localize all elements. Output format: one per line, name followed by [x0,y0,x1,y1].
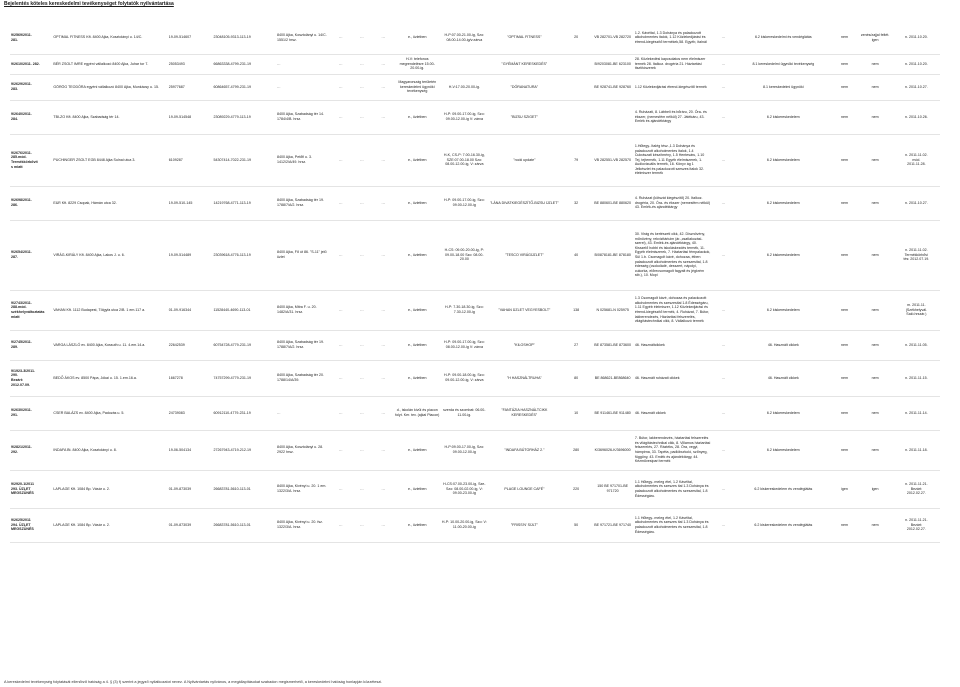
cell-hours: H-P:07.00-21.00-ig, Szo: 08.00-14.00-ig/v:zárva [441,22,488,54]
table-row [10,220,940,290]
cell-b3: … [373,430,394,470]
footnote: A kereskedelmi tevékenység folytatását ellenőrző hatóság a 4. § (3) f) szerint a jegyző nyilatkozatot nevez. A Nyilvántartás nyilvános, a megállapításokat szabadon megismerhető, a kereskedelmi hatóság honlapján közzéteszi. [4,680,383,684]
cell-activity: 8.1 kereskedelmi ügynöki tevékenység [735,54,832,74]
cell-end: n. 2011.11.05. [893,330,940,360]
table-row [10,396,940,430]
cell-type: e., üzletben [394,134,441,186]
cell-b1: … [330,134,351,186]
table-row [10,330,940,360]
cell-hours: H-K, CS-P: 7.00-16.30-ig, SZE:07.00-18.00 Szo: 08.00-12.00-ig, V: zárva [441,134,488,186]
cell-area: 280 [561,430,592,470]
cell-lic: VB 282701-VB 282720 [591,22,633,54]
cell-reg: 24739083 [168,396,213,430]
cell-id: 9/2821/2011. 292. [10,430,52,470]
cell-f1: … [712,360,736,396]
cell-name: BÉR ZSOLT IMRE egyéni vállalkozó 8400 Ajka, Juhar tor 7. [52,54,167,74]
cell-tax: 23039618-4776-113-19 [212,220,276,290]
cell-f4: zenés/zajjal feltét. igen [857,22,892,54]
registry-rows [10,22,940,542]
table-row [10,134,940,186]
cell-tax: 26683781-5610-113-01 [212,470,276,508]
cell-tax: 66863338-4799-231-19 [212,54,276,74]
cell-name: PUCHINGER ZSOLT EGB 8448 Ajka Sulnai utca 3. [52,134,167,186]
cell-f1: … [712,186,736,220]
cell-f3: nem [832,290,858,330]
cell-hours: H-P: 09.00-17.00-ig, Szo: 09.00-12.00-ig [441,186,488,220]
table-row [10,360,940,396]
cell-type: Magyarország területén kereskedelmi ügynöki tevékenység [394,74,441,100]
cell-type: H-V: telefonos megrendelésre 15.00-20.00-ig. [394,54,441,74]
cell-shop-name: "BIZSU SZIGET" [488,100,561,134]
cell-f1: … [712,290,736,330]
cell-id: 9/2676/2011. 285.mód. Termékkörbővít s miatt [10,134,52,186]
cell-name: OPTIMAL FITNESS Kft. 8400 Ajka, Kosztolányi u. 14/C. [52,22,167,54]
cell-type: e., üzletben [394,100,441,134]
cell-name: VIRÁG-KIRÁLY Kft. 8400 Ajka, Lakos J. u. 6. [52,220,167,290]
cell-products: 1.12 Közlekedjárási étrend-kiegészítő termék [634,74,712,100]
cell-shop-name: "FRISS'N' SÜLT" [488,508,561,542]
cell-b3: … [373,22,394,54]
cell-tax: 27267943-4719-212-19 [212,430,276,470]
cell-f3: nem [832,54,858,74]
cell-id: 9/2569/2011. 281. [10,22,52,54]
cell-area: 20 [561,22,592,54]
cell-products: 7. Bútor, lakberendezés, háztartási felszerelés és világítástechnikai cikk, 8. Villamos háztartási felszerelés, 27. Ráztéks, 28. Óra, vegyi, hámpirna, 33. Tapéta, padlóburkoló, szőnyeg, függöny, 43. Emlék és ajándéktárgy, 44. Kézművesipari termék [634,430,712,470]
cell-b3: … [373,470,394,508]
cell-address: … [276,74,330,100]
cell-f3: igen [832,470,858,508]
cell-f1: … [712,54,736,74]
cell-type: e., üzletben [394,360,441,396]
cell-type: e., üzletben [394,330,441,360]
cell-f3: nem [832,430,858,470]
cell-name: VAHAN Kft. 1112 Budapest, Tölgyfa utca 2/B. 1 em.117 a. [52,290,167,330]
cell-shop-name: "DÓRANATURA" [488,74,561,100]
cell-b3: … [373,134,394,186]
cell-products: 46. Használt cikkek [634,396,712,430]
cell-tax: 54307414-7022-231-19 [212,134,276,186]
cell-activity: 6.2 kiskereskedelem [735,134,832,186]
cell-b1: … [330,220,351,290]
cell-f1: … [712,330,736,360]
cell-end: n. 2011.11.21. Bezárt: 2012.02.27. [893,508,940,542]
cell-shop-name: "INDAFA BÚTORHÁZ 2." [488,430,561,470]
cell-type: e., üzletben [394,22,441,54]
cell-type: e., üzletben [394,430,441,470]
cell-hours: H-P: 09.00-18.00-ig, Szo: 09.00-12.00-ig, V: zárva [441,360,488,396]
cell-products: 1.3 Csomagolt kávé, dohozaa és palackozott alkoholmentes és szeszesital 1.8 Édességáru, 1.11 Egyéb élelmiszer, 1.12 Közlekedjárási és étrend-kiegészítő termék, 4. Ruházat, 7. Bútor, lakberendezés, Háztartási felszerelés, világítástechnikai cikk, 8. Vállalkozó termék [634,290,712,330]
cell-hours: szerda és szombat: 06.00-11.00-ig. [441,396,488,430]
cell-f4: nem [857,54,892,74]
cell-b2: … [351,74,372,100]
cell-b2: … [351,360,372,396]
cell-lic: B/0878181-BE 878180 [591,220,633,290]
cell-hours: H-P:09.00-17.00-ig, Szo: 09.00-12.00-ig [441,430,488,470]
cell-hours [441,54,488,74]
cell-reg: 01-09-873039 [168,470,213,508]
cell-type: e., üzletben [394,290,441,330]
cell-name: BEDŐ ÁKOS ev. 8500 Pápa, Jókai u. 15. 1.em.16.a. [52,360,167,396]
cell-address: 8400 Ajka, Petőfi u. 3. 1412/2/A/49. hrsz. [276,134,330,186]
cell-f4: nem [857,330,892,360]
cell-b1: … [330,508,351,542]
cell-shop-name: "GYÉMÁNT KERESKEDÉS" [488,54,561,74]
cell-products: 1.1 Hűtegy- meleg étel, 1.2 Kávéital, alkoholmentes és szeszes ital 1.3 Dohánya és palackozott alkoholmentes és szeszesital, 1.8 Édességáru. [634,508,712,542]
table-row [10,508,940,542]
table-row [10,74,940,100]
cell-b1: … [330,430,351,470]
cell-products: 1.Hűtegy- Italég tész.,1.3 Dohánya és palackozott alkoholmentes italok, 1.4 Cukrászati készítmény, 1.5 Hentesáru, 1.10 Tej, tejtermék, 1.11 Egyéb élelmiszerek, 1. Audiovizuális termék, 16. Könyv ág 1 Jelkészlet és palackozott szeszes italok 32. élelmiszer termék [634,134,712,186]
cell-name: GÖRÖG TEODÓRA egyéni vállalkozó 8400 Ajka, Munkácsy u. 15. [52,74,167,100]
cell-b2: … [351,22,372,54]
cell-f4: nem [857,186,892,220]
cell-products: 1.1 Hűtegy- meleg étel, 1.2 Kávéital, alkoholmentes és szeszes ital 1.3 Dohánya és palackozott alkoholmentes és szeszesital, 1.8 Édességáru. [634,470,712,508]
cell-id: 9/2640/2011. 284. [10,100,52,134]
cell-b2: … [351,396,372,430]
cell-address: 8400 Ajka, Szabadság tér 14. 1784/4/B. hrsz. [276,100,330,134]
table-row [10,186,940,220]
cell-reg: 22642539 [168,330,213,360]
cell-f1: … [712,396,736,430]
cell-f3: nem [832,22,858,54]
cell-activity: 6.2 kiskereskedelem [735,290,832,330]
cell-end: n. 2011.10.27. [893,74,940,100]
cell-id: 9/2610/2011. 282. [10,54,52,74]
cell-type: e., üzletben [394,508,441,542]
cell-type: e., üzletben [394,186,441,220]
cell-shop-name: "H HASZNÁLTRUHA" [488,360,561,396]
cell-address: 8400 Ajka, Kosztolányi u. 28. 2922 hrsz. [276,430,330,470]
cell-f3: nem [832,134,858,186]
cell-b3: … [373,186,394,220]
cell-products: 1.2. Kávéital, 1.3 Dohánya és palackozott alkoholmentes italok, 1.12 Közlekedjárási és étrend-kiegészítő termékek,58. Egyéb, italnál [634,22,712,54]
cell-f3: nem [832,100,858,134]
cell-address: 8400 Ajka, Szabadság tér 19. 1788/7/A/2. hrsz. [276,330,330,360]
cell-lic: BE 911461-BE 911480 [591,396,633,430]
cell-end: n. 2011.10.20. [893,54,940,74]
cell-b3: … [373,100,394,134]
cell-b1: … [330,22,351,54]
cell-end: n. 2011.11.15. [893,360,940,396]
cell-activity: 6.2 kiskereskedelem és vendéglátás [735,470,832,508]
cell-name: LAPLAGE Kft. 1084 Bp. Vásár u. 2. [52,508,167,542]
cell-end: n. 2011.11.02. mód. 2011.11.28. [893,134,940,186]
cell-activity: 6.2 kiskereskedelem [735,396,832,430]
cell-tax: 60912110-4779-231-19 [212,396,276,430]
cell-tax: 11528440-4690-113-01 [212,290,276,330]
cell-reg: 19-09-514548 [168,100,213,134]
cell-b1: … [330,74,351,100]
cell-b1: … [330,54,351,74]
cell-activity: 6.2 kiskereskedelem [735,220,832,290]
cell-tax: 14219768-4771-113-19 [212,186,276,220]
table-row [10,22,940,54]
cell-activity: 6.2 kiskereskedelmi és vendéglátás [735,22,832,54]
cell-f3: nem [832,508,858,542]
cell-f1: … [712,22,736,54]
cell-shop-name: PLAGE LOUNGE CAFÉ" [488,470,561,508]
cell-reg: 19-09-514607 [168,22,213,54]
cell-name: CSER BALÁZS ev. 8400 Ajka, Padozás u. 5. [52,396,167,430]
cell-shop-name: "rocki update" [488,134,561,186]
cell-b2: … [351,330,372,360]
cell-shop-name: "KILOSHOP" [488,330,561,360]
cell-f4: nem [857,430,892,470]
cell-address: … [276,396,330,430]
cell-hours: H-CS: 09.00-20.00-ig, P: 09.00-18.00 Szo: 08.00-20.00 [441,220,488,290]
cell-f3: nem [832,220,858,290]
cell-tax: 60864657-4799-231-19 [212,74,276,100]
cell-id: 9/2698/2011. 286. [10,186,52,220]
cell-tax: 60754728-4779-231-19 [212,330,276,360]
cell-tax: 26683781-5610-113-01 [212,508,276,542]
cell-products: 4. Ruházat (kötszát kiegészítő) 20. Italkoz. drogéria, 20. Óra- és ékszer (nemesfém nélkül) 43. Emlék-és ajándéktárgy [634,186,712,220]
cell-f1: … [712,74,736,100]
cell-b3: … [373,360,394,396]
cell-f4: nem [857,74,892,100]
cell-f3: nem [832,396,858,430]
cell-b1: … [330,330,351,360]
cell-address: 8400 Ajka, Kivényi u. 20. fsz. 1322/3/A. hrsz. [276,508,330,542]
cell-shop-name: "OPTIMAL FITNESS" [488,22,561,54]
cell-hours: H-P: 7.30-18.30-ig, Szo: 7.30-12.00-ig [441,290,488,330]
cell-area: 40 [561,220,592,290]
cell-address: … [276,54,330,74]
cell-f4: igen [857,470,892,508]
cell-b2: … [351,100,372,134]
cell-name: INDAFA Bt. 8400 Ajka, Kosztolányi u. 8. [52,430,167,470]
cell-address: 8400 Ajka, Kosztolányi u. 14/C. 1551/2 hrsz. [276,22,330,54]
cell-id: 9/2625/2011 294. ÜZLET MEGSZŰNÉS [10,508,52,542]
cell-lic: BE 928741-BE 928760 [591,74,633,100]
cell-f4: nem [857,360,892,396]
cell-reg: 25977687 [168,74,213,100]
cell-address: 8400 Ajka, Szabadság tér 19. 1788/7/A/2. hrsz. [276,186,330,220]
cell-products: 28. Közlekedési kapcsolatos nem élelmiszer termék 28. Italkoz. drogéria 21. Háztartási tisztítószerek [634,54,712,74]
cell-f1: … [712,470,736,508]
cell-products: 4. Ruházati, 8. Lábbeli és bőráru, 20. Óra- és ékszer, (nemesfém nélkül) 27. Játékáru, 43. Emlék és ajándéktárgy [634,100,712,134]
cell-type: e., üzletben [394,470,441,508]
cell-b1: … [330,100,351,134]
cell-f1: … [712,430,736,470]
cell-b2: … [351,470,372,508]
cell-tax: 74757299-4779-231-19 [212,360,276,396]
cell-f3: nem [832,74,858,100]
cell-b1: … [330,360,351,396]
register-title-link[interactable]: Bejelentés köteles kereskedelmi tevékenységet folytatók nyilvántartása [4,1,174,7]
table-row [10,470,940,508]
table-row [10,100,940,134]
table-row [10,290,940,330]
cell-area: 220 [561,470,592,508]
cell-area [561,54,592,74]
cell-name: E&R Kft. 8229 Csopak, Hámán utca 32. [52,186,167,220]
cell-b1: … [330,290,351,330]
cell-tax: 23089229-4779-113-19 [212,100,276,134]
cell-lic [591,100,633,134]
cell-b3: … [373,508,394,542]
cell-address: 8400 Ajka, Fő út 86. "S-11" jelű üzlet [276,220,330,290]
cell-b3: … [373,290,394,330]
cell-id: 9/2743/2011. 288.mód. székhelyváltoztatás miatt [10,290,52,330]
cell-id: 9/2629/2011. 283. [10,74,52,100]
cell-b3: … [373,54,394,74]
cell-products: 30. Virág és kertészeti cikk, 42. Dísznövény, műnövény, rekvizitáriuim (ár-,csatlakozási-szerei), 43. Emlék-és ajándéktárgy, 40. Kisszelő hobbi és iskoláskezdés termék, 11. Egyéb élelmiszerek, 7. Háztartási fémpalackok, Sül 1.b. Csomagolt kávé, dohozaa, étben palackozott alkoholmentes és szeszesital, 1.8 édesség (csokoládé, desszert, nápolyi, cukorka, előrecsomagolt fagyalt és jégkrém stb.), 10. Mopi [634,220,712,290]
cell-hours: H-V:17.00-20.00-ig. [441,74,488,100]
cell-lic: BE 880601-BE 880620 [591,186,633,220]
cell-address: 8400 Ajka, Mitra F. u. 20. 1482/A/31. hrsz. [276,290,330,330]
cell-activity: 46. Használt cikkek [735,360,832,396]
cell-b2: … [351,290,372,330]
cell-end: n. 2011.11.18. [893,430,940,470]
cell-lic: BE 868621-BE868640 [591,360,633,396]
cell-area [561,100,592,134]
cell-lic: VB 282551-VB 282570 [591,134,633,186]
cell-lic: B/9203081-BE 623100 [591,54,633,74]
cell-activity: 6.2 kiskereskedelem és vendéglátás [735,508,832,542]
cell-b1: … [330,186,351,220]
cell-reg: 1667278 [168,360,213,396]
cell-b2: … [351,430,372,470]
cell-activity: 6.2 kiskereskedelem [735,100,832,134]
cell-address: 8400 Ajka, Szabadság tér 20. 1788/14/A/39. [276,360,330,396]
cell-end: n. 2011.10.20. [893,22,940,54]
cell-reg: 6109287 [168,134,213,186]
cell-reg: 19-09-514489 [168,220,213,290]
cell-end: n. 2011.10.26. [893,100,940,134]
cell-area: 50 [561,508,592,542]
cell-name: LAPLAGE Kft. 1084 Bp. Vásár u. 2. [52,470,167,508]
cell-reg: 19-09-510-145 [168,186,213,220]
cell-b1: … [330,470,351,508]
cell-id: 9/2920-1/2011 293. ÜZLET MEGSZŰNÉS [10,470,52,508]
cell-id: 9/1923-3/2011. 290. Bezárt: 2012.07.09. [10,360,52,396]
cell-lic: BE 873581-BE 873600 [591,330,633,360]
cell-reg: 01-09-916344 [168,290,213,330]
cell-b2: … [351,508,372,542]
table-row [10,54,940,74]
cell-area [561,74,592,100]
cell-f4: nem [857,508,892,542]
cell-b3: … [373,74,394,100]
cell-reg: 01-09-873039 [168,508,213,542]
cell-shop-name: "VAHAN ÜZLET VEGYESBOLT" [488,290,561,330]
cell-f4: nem [857,220,892,290]
cell-products: 46. Használtcikkek [634,330,712,360]
cell-id: 9/2654/2011. 287. [10,220,52,290]
cell-shop-name: "TESCO VIRÁGÜZLET" [488,220,561,290]
cell-b2: … [351,186,372,220]
cell-b2: … [351,54,372,74]
cell-name: TBI-ZO Kft. 8400 Ajka, Szabadság tér 14. [52,100,167,134]
cell-area: 27 [561,330,592,360]
cell-f4: nem [857,100,892,134]
cell-reg: 19-06-504134 [168,430,213,470]
cell-f4: nem [857,134,892,186]
cell-f1: … [712,220,736,290]
cell-lic: 150 BE 971701-BE 971720 [591,470,633,508]
cell-b2: … [351,134,372,186]
cell-f3: nem [832,360,858,396]
table-row [10,430,940,470]
cell-end: n. 2011.11.14. [893,396,940,430]
cell-f3: nem [832,186,858,220]
cell-f1: … [712,508,736,542]
cell-activity: 8.1 kereskedelmi ügynöki [735,74,832,100]
cell-f4: nem [857,396,892,430]
cell-tax: 23048105-9313-113-19 [212,22,276,54]
cell-products: 46. Használt ruházati cikkek [634,360,712,396]
cell-type: e., üzletben [394,220,441,290]
cell-end: n. 2011.10.27. [893,186,940,220]
cell-end: m. 2011.11. (Székhelyvál. Saló.hrszár.) [893,290,940,330]
cell-end: n. 2011.11.02. Termékkörbőví tés: 2012.07.19. [893,220,940,290]
cell-name: VARGA LÁSZLÓ ev. 8400 Ajka, Kossuth u. 11. 4.em.14.a. [52,330,167,360]
cell-shop-name: "FANTÁZIA HASZNÁLTCIKK KERESKEDÉS" [488,396,561,430]
cell-b1: … [330,396,351,430]
registry-table [10,22,940,543]
cell-b3: … [373,396,394,430]
cell-f4: nem [857,290,892,330]
cell-f3: nem [832,330,858,360]
cell-id: 9/2630/2011. 291. [10,396,52,430]
cell-lic: K/3696026-K/3696000 [591,430,633,470]
cell-activity: 6.2 kiskereskedelem [735,430,832,470]
cell-area: 138 [561,290,592,330]
cell-area: 10 [561,396,592,430]
cell-type: d., iskolán kívül és piacon folyt. Ker. tev. (ajkai Piacon) [394,396,441,430]
cell-area: 79 [561,134,592,186]
cell-b3: … [373,330,394,360]
cell-area: 32 [561,186,592,220]
cell-hours: H-P: 09.00-17.00-ig, Szo: 08.00-12.00-ig V: zárva [441,330,488,360]
cell-f1: … [712,100,736,134]
cell-hours: H-P: 10.00-20.00-ig, Szo: V: 11.00-20.00-ig [441,508,488,542]
cell-b3: … [373,220,394,290]
cell-address: 8400 Ajka, Kivényi u. 20. 1 em. 1322/3/A. hrsz. [276,470,330,508]
cell-shop-name: "LÁNA DIVATKIEGÉSZÍTŐ-BIZSU ÜZLET" [488,186,561,220]
cell-activity: 6.2 kiskereskedelem [735,186,832,220]
cell-end: n. 2011.11.21. Bezárt: 2012.02.27. [893,470,940,508]
cell-lic: N 025681-N 025975 [591,290,633,330]
cell-hours: H-P: 09.00-17.00-ig, Szo: 09.00-12.00-ig V: zárva [441,100,488,134]
cell-f1: … [712,134,736,186]
cell-area: 80 [561,360,592,396]
cell-id: 9/2745/2011. 289. [10,330,52,360]
cell-activity: 46. Használt cikkek [735,330,832,360]
cell-b2: … [351,220,372,290]
cell-hours: H-CS:07.00-23.00-ig, Sze-Szo: 08.00-02.00-ig, V: 09.00-23.00-ig [441,470,488,508]
cell-reg: 25053493 [168,54,213,74]
cell-lic: BE 971721-BE 971740 [591,508,633,542]
